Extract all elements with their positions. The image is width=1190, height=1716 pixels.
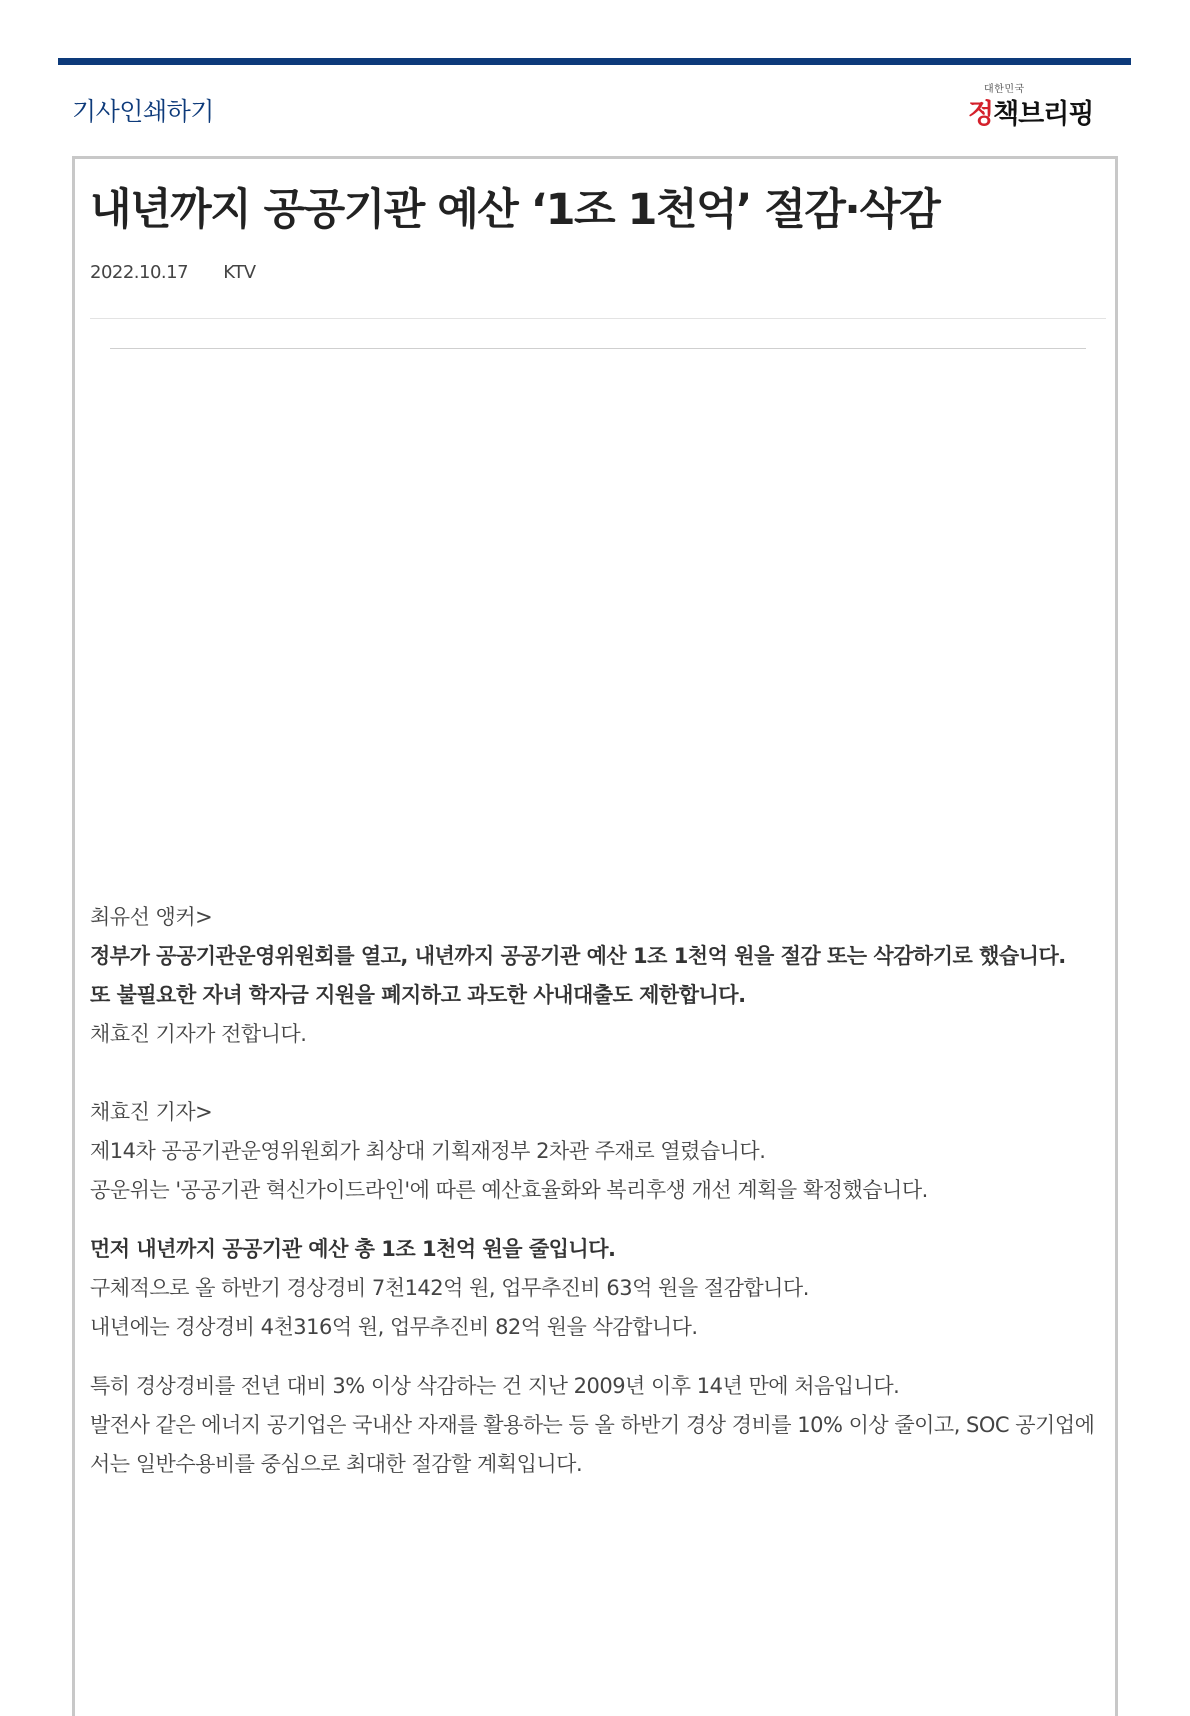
article-source: KTV: [223, 262, 256, 283]
meta-divider: [90, 318, 1106, 319]
logo-rest: 책브리핑: [993, 99, 1094, 130]
header-top-rule: [58, 58, 1131, 65]
body-paragraph: 특히 경상경비를 전년 대비 3% 이상 삭감하는 건 지난 2009년 이후 14년 만에 처음입니다.: [90, 1374, 900, 1398]
body-paragraph: 내년에는 경상경비 4천316억 원, 업무추진비 82억 원을 삭감합니다.: [90, 1315, 698, 1339]
logo-subtitle: 대한민국: [984, 84, 1025, 95]
body-paragraph: 구체적으로 올 하반기 경상경비 7천142억 원, 업무추진비 63억 원을 절감합니다.: [90, 1276, 809, 1300]
anchor-label: 최유선 앵커>: [90, 905, 213, 929]
lead-paragraph-2: 또 불필요한 자녀 학자금 지원을 폐지하고 과도한 사내대출도 제한합니다.: [90, 983, 746, 1007]
logo-wordmark: [968, 92, 1093, 131]
body-paragraph: 공운위는 '공공기관 혁신가이드라인'에 따른 예산효율화와 복리후생 개선 계획을 확정했습니다.: [90, 1178, 928, 1202]
logo-accent: 정: [968, 99, 994, 130]
body-paragraph: 발전사 같은 에너지 공기업은 국내산 자재를 활용하는 등 올 하반기 경상 경비를 10% 이상 줄이고, SOC 공기업에서는 일반수용비를 중심으로 최대한 절감할 계획입니다.: [90, 1413, 1095, 1476]
reporter-label: 채효진 기자>: [90, 1100, 213, 1124]
article-meta: [90, 262, 286, 283]
print-page-title: 기사인쇄하기: [72, 97, 214, 126]
body-paragraph: 제14차 공공기관운영위원회가 최상대 기획재정부 2차관 주재로 열렸습니다.: [90, 1139, 766, 1163]
body-paragraph-bold: 먼저 내년까지 공공기관 예산 총 1조 1천억 원을 줄입니다.: [90, 1237, 616, 1261]
article-headline: 내년까지 공공기관 예산 ‘1조 1천억’ 절감·삭감: [90, 185, 940, 235]
article-body-intro: [90, 898, 1100, 1484]
policy-briefing-logo: [968, 80, 1118, 134]
lead-paragraph: 정부가 공공기관운영위원회를 열고, 내년까지 공공기관 예산 1조 1천억 원을 절감 또는 삭감하기로 했습니다.: [90, 944, 1066, 968]
article-date: 2022.10.17: [90, 262, 189, 283]
media-divider: [110, 348, 1086, 349]
video-placeholder: [110, 360, 1086, 880]
reporter-intro: 채효진 기자가 전합니다.: [90, 1022, 307, 1046]
